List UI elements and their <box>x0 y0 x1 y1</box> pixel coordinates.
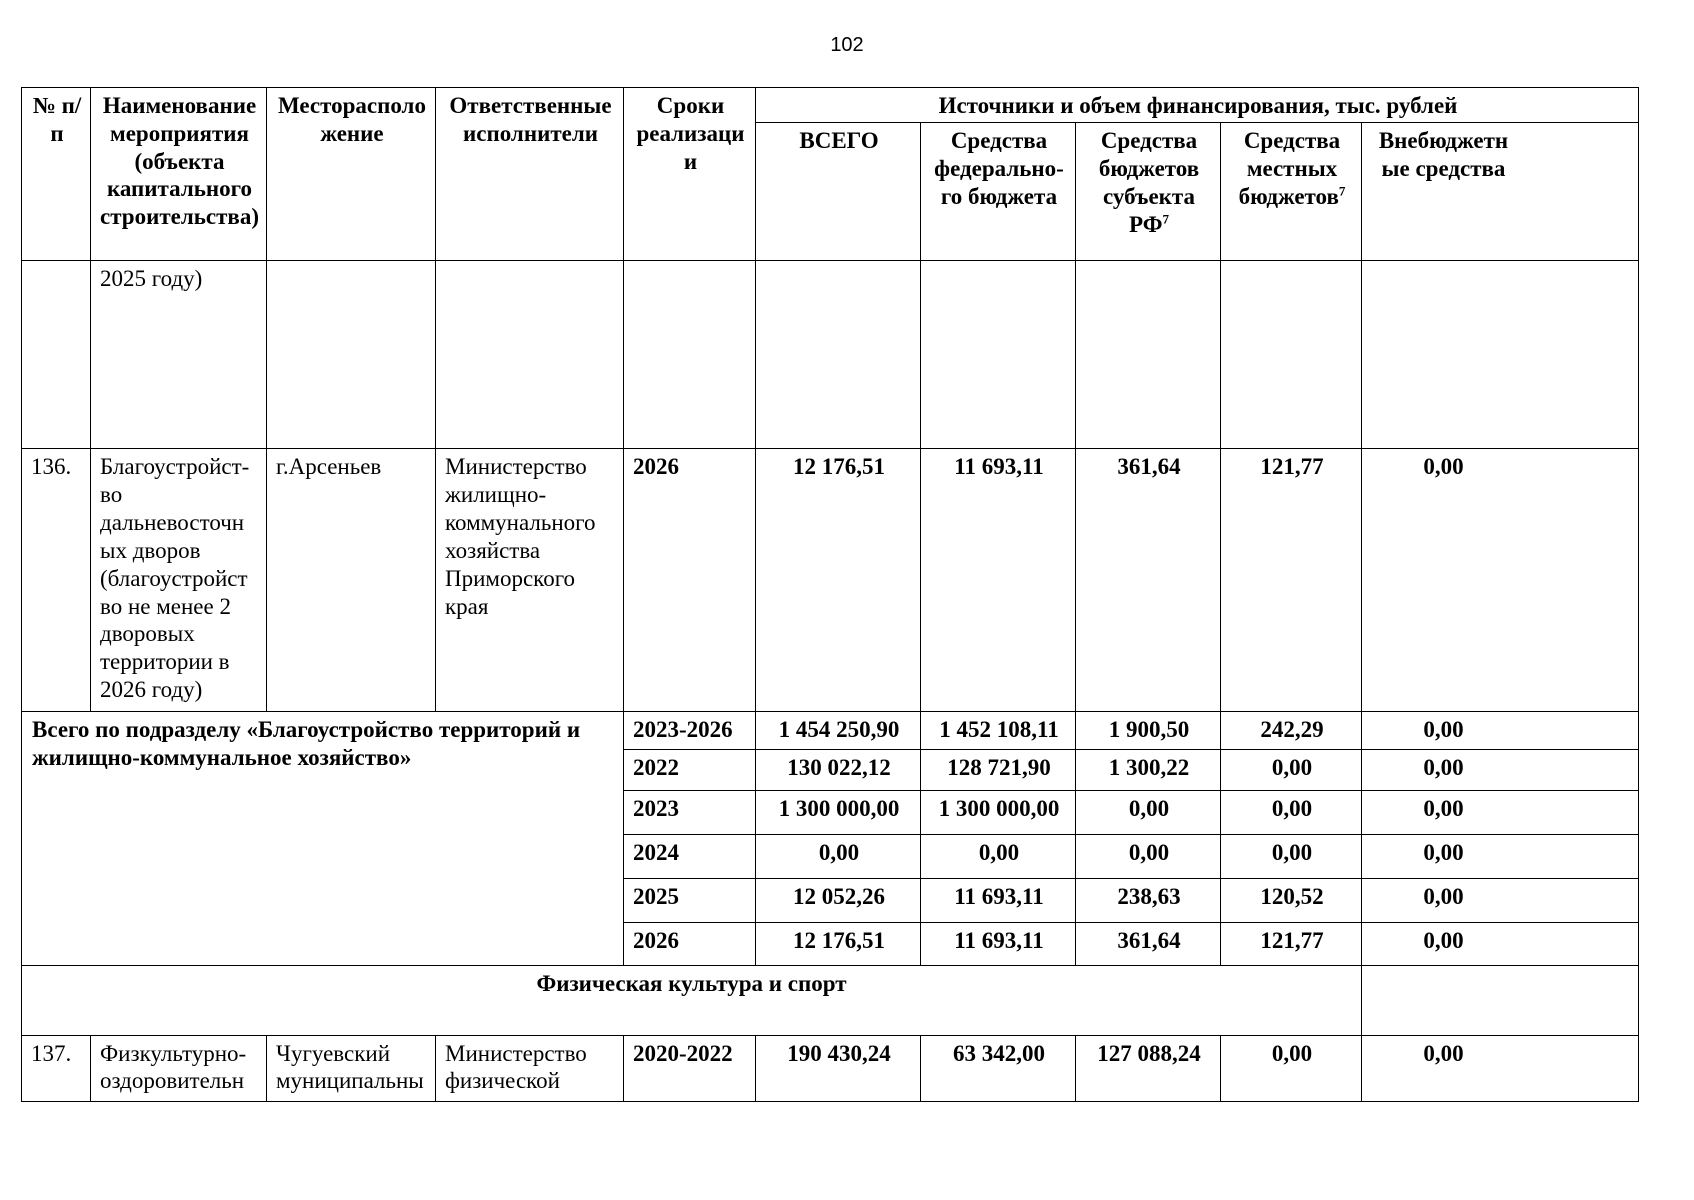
cell-period: 2026 <box>624 922 756 966</box>
cell-local: 0,00 <box>1221 791 1362 835</box>
table-row-136 <box>22 449 1639 711</box>
cell-extra <box>1362 1035 1639 1101</box>
cell-empty <box>1362 966 1639 1035</box>
cell-extra <box>1362 750 1639 791</box>
cell-location: Чугуевский муниципальны <box>267 1035 436 1101</box>
cell-extra <box>1362 711 1639 750</box>
cell-period: 2022 <box>624 750 756 791</box>
cell-empty <box>22 261 91 449</box>
cell-period: 2026 <box>624 449 756 711</box>
header-local <box>1221 123 1362 261</box>
cell-name: Физкультурно-оздоровительн <box>91 1035 267 1101</box>
cell-total: 0,00 <box>756 835 921 879</box>
header-row-top <box>22 88 1639 123</box>
header-period: Сроки реализаци и <box>624 88 756 261</box>
cell-period: 2025 <box>624 878 756 922</box>
cell-empty <box>624 261 756 449</box>
cell-period: 2023-2026 <box>624 711 756 750</box>
cell-location: г.Арсеньев <box>267 449 436 711</box>
cell-total: 1 454 250,90 <box>756 711 921 750</box>
cell-name: Благоустройст-во дальневосточн ых дворов (благоустройст во не менее 2 дворовых территории в 2026 году) <box>91 449 267 711</box>
header-regional-footnote: 7 <box>1162 211 1169 227</box>
cell-total: 130 022,12 <box>756 750 921 791</box>
page-number: 102 <box>830 34 864 56</box>
cell-extra-value: 0,00 <box>1423 883 1464 909</box>
cell-regional: 127 088,24 <box>1076 1035 1221 1101</box>
cell-total: 12 176,51 <box>756 922 921 966</box>
cell-total: 190 430,24 <box>756 1035 921 1101</box>
cell-period: 2024 <box>624 835 756 879</box>
header-extra <box>1362 123 1639 261</box>
cell-extra-value: 0,00 <box>1423 454 1464 480</box>
cell-federal: 1 452 108,11 <box>921 711 1076 750</box>
cell-extra-value: 0,00 <box>1423 755 1464 781</box>
cell-regional: 0,00 <box>1076 835 1221 879</box>
cell-extra-value: 0,00 <box>1423 796 1464 822</box>
cell-extra-value: 0,00 <box>1423 840 1464 865</box>
header-federal: Средства федерально-го бюджета <box>921 123 1076 261</box>
cell-federal: 63 342,00 <box>921 1035 1076 1101</box>
cell-extra <box>1362 878 1639 922</box>
cell-local: 0,00 <box>1221 750 1362 791</box>
cell-extra <box>1362 922 1639 966</box>
financing-table <box>21 87 1639 1102</box>
cell-responsible: Министерство жилищно-коммунального хозяйства Приморского края <box>436 449 624 711</box>
subtotal-label: Всего по подразделу «Благоустройство территорий и жилищно-коммунальное хозяйство» <box>22 711 624 966</box>
cell-federal: 11 693,11 <box>921 449 1076 711</box>
cell-extra-value: 0,00 <box>1423 716 1464 742</box>
cell-num: 136. <box>22 449 91 711</box>
cell-empty <box>267 261 436 449</box>
cell-total: 1 300 000,00 <box>756 791 921 835</box>
cell-empty <box>756 261 921 449</box>
table-row-continuation <box>22 261 1639 449</box>
header-local-text: Средства местных бюджетов <box>1238 128 1341 210</box>
header-regional <box>1076 123 1221 261</box>
header-name: Наименование мероприятия (объекта капитального строительства) <box>91 88 267 261</box>
cell-regional: 361,64 <box>1076 922 1221 966</box>
cell-extra-value: 0,00 <box>1423 927 1464 953</box>
cell-local: 121,77 <box>1221 922 1362 966</box>
cell-regional: 1 900,50 <box>1076 711 1221 750</box>
cell-federal: 1 300 000,00 <box>921 791 1076 835</box>
cell-num: 137. <box>22 1035 91 1101</box>
cell-empty <box>1362 261 1639 449</box>
cell-local: 0,00 <box>1221 1035 1362 1101</box>
cell-regional: 361,64 <box>1076 449 1221 711</box>
header-responsible: Ответственные исполнители <box>436 88 624 261</box>
cell-empty <box>1221 261 1362 449</box>
subtotal-row-0 <box>22 711 1639 750</box>
header-local-footnote: 7 <box>1338 183 1346 199</box>
cell-local: 121,77 <box>1221 449 1362 711</box>
cell-regional: 0,00 <box>1076 791 1221 835</box>
section-row <box>22 966 1639 1035</box>
cell-total: 12 052,26 <box>756 878 921 922</box>
cell-empty <box>436 261 624 449</box>
cell-extra <box>1362 835 1639 879</box>
cell-federal: 0,00 <box>921 835 1076 879</box>
cell-name: 2025 году) <box>91 261 267 449</box>
header-regional-text: Средства бюджетов субъекта РФ <box>1098 128 1200 237</box>
cell-regional: 238,63 <box>1076 878 1221 922</box>
cell-extra-value: 0,00 <box>1423 1040 1464 1066</box>
cell-local: 242,29 <box>1221 711 1362 750</box>
cell-responsible: Министерство физической <box>436 1035 624 1101</box>
header-location: Месторасполо жение <box>267 88 436 261</box>
cell-empty <box>1076 261 1221 449</box>
cell-local: 0,00 <box>1221 835 1362 879</box>
cell-total: 12 176,51 <box>756 449 921 711</box>
header-extra-text: Внебюджетн ые средства <box>1378 128 1509 182</box>
header-financing-group: Источники и объем финансирования, тыс. рублей <box>756 88 1639 123</box>
cell-empty <box>921 261 1076 449</box>
cell-period: 2020-2022 <box>624 1035 756 1101</box>
section-title: Физическая культура и спорт <box>22 966 1362 1035</box>
header-num: № п/п <box>22 88 91 261</box>
cell-period: 2023 <box>624 791 756 835</box>
cell-regional: 1 300,22 <box>1076 750 1221 791</box>
cell-extra <box>1362 449 1639 711</box>
cell-extra <box>1362 791 1639 835</box>
table-row-137 <box>22 1035 1639 1101</box>
header-total: ВСЕГО <box>756 123 921 261</box>
cell-local: 120,52 <box>1221 878 1362 922</box>
cell-federal: 11 693,11 <box>921 922 1076 966</box>
cell-federal: 11 693,11 <box>921 878 1076 922</box>
cell-federal: 128 721,90 <box>921 750 1076 791</box>
